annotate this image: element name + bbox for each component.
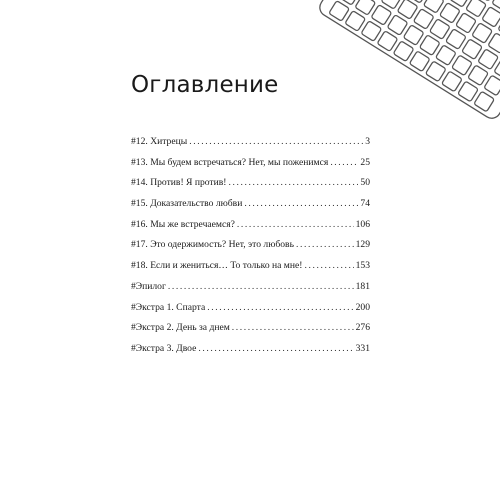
toc-entry-label: #13. Мы будем встречаться? Нет, мы поженимся	[131, 156, 329, 168]
dot-leader	[228, 177, 358, 188]
toc-entry	[131, 219, 370, 240]
dot-leader	[207, 302, 353, 313]
keyboard-key-icon	[397, 0, 418, 19]
toc-entry-page: 181	[355, 280, 370, 292]
toc-entry	[131, 136, 370, 157]
toc-entry	[131, 281, 370, 302]
keyboard-key-icon	[429, 19, 450, 40]
keyboard-key-icon	[423, 0, 444, 13]
toc-entry	[131, 239, 370, 260]
toc-entry-page: 25	[360, 156, 370, 168]
toc-entry-page: 106	[355, 218, 370, 230]
toc-entry-label: #Экстра 1. Спарта	[131, 301, 206, 313]
toc-entry	[131, 198, 370, 219]
keyboard-key-icon	[371, 5, 392, 26]
keyboard-key-icon	[409, 51, 430, 72]
keyboard-key-icon	[494, 59, 500, 80]
toc-entry-page: 331	[355, 342, 370, 354]
toc-entry-label: #14. Против! Я против!	[131, 177, 227, 189]
keyboard-key-icon	[393, 41, 414, 62]
toc-entry-label: #16. Мы же встречаемся?	[131, 218, 235, 230]
keyboard-key-icon	[456, 13, 477, 34]
keyboard-key-icon	[403, 25, 424, 46]
toc-entry	[131, 260, 370, 281]
toc-entry-page: 3	[365, 136, 370, 147]
toc-entry-page: 153	[355, 260, 370, 272]
dot-leader	[244, 198, 358, 209]
keyboard-key-icon	[468, 65, 489, 86]
keyboard-key-icon	[339, 0, 360, 5]
toc-entry-label: #Экстра 2. День за днем	[131, 322, 230, 334]
keyboard-key-icon	[440, 3, 461, 24]
dot-leader	[198, 343, 353, 354]
dot-leader	[330, 157, 358, 168]
keyboard-key-icon	[436, 45, 457, 66]
keyboard-key-icon	[387, 15, 408, 36]
page-title: Оглавление	[131, 72, 279, 98]
toc-entry-page: 129	[355, 239, 370, 251]
keyboard-key-icon	[446, 29, 467, 50]
keyboard-key-icon	[425, 61, 446, 82]
toc-entry-page: 276	[355, 322, 370, 334]
keyboard-key-icon	[492, 0, 500, 11]
keyboard-key-icon	[361, 21, 382, 42]
keyboard-key-icon	[442, 71, 463, 92]
keyboard-key-icon	[381, 0, 402, 9]
dot-leader	[304, 260, 353, 271]
toc-entry	[131, 177, 370, 198]
toc-entry-label: #15. Доказательство любви	[131, 198, 243, 210]
toc-entry-label: #12. Хитрецы	[131, 136, 188, 147]
dot-leader	[168, 281, 354, 292]
toc-entry-page: 74	[360, 198, 370, 210]
keyboard-key-icon	[345, 11, 366, 32]
toc-entry	[131, 157, 370, 178]
keyboard-key-icon	[458, 81, 479, 102]
keyboard-key-icon	[484, 75, 500, 96]
keyboard-key-icon	[413, 9, 434, 30]
toc-entry-label: #18. Если и жениться… То только на мне!	[131, 260, 303, 272]
toc-entry-label: #Эпилог	[131, 280, 166, 292]
keyboard-key-icon	[329, 1, 350, 22]
keyboard-key-icon	[450, 0, 471, 7]
keyboard-key-icon	[355, 0, 376, 15]
keyboard-key-icon	[476, 0, 497, 1]
keyboard-key-icon	[452, 55, 473, 76]
dot-leader	[232, 322, 354, 333]
keyboard-key-icon	[482, 7, 500, 28]
dot-leader	[296, 239, 354, 250]
keyboard-key-icon	[407, 0, 428, 3]
toc-entry-label: #Экстра 3. Двое	[131, 342, 197, 354]
keyboard-key-icon	[419, 35, 440, 56]
toc-entry	[131, 343, 370, 364]
keyboard-key-icon	[462, 39, 483, 60]
toc-entry	[131, 322, 370, 343]
keyboard-key-icon	[478, 49, 499, 70]
toc-entry-label: #17. Это одержимость? Нет, это любовь	[131, 239, 294, 251]
toc-entry	[131, 302, 370, 323]
keyboard-key-icon	[474, 91, 495, 112]
dot-leader	[189, 136, 363, 147]
toc-entry-page: 200	[355, 301, 370, 313]
keyboard-key-icon	[488, 33, 500, 54]
keyboard-key-icon	[472, 23, 493, 44]
keyboard-key-icon	[466, 0, 487, 17]
dot-leader	[237, 219, 354, 230]
keyboard-key-icon	[377, 31, 398, 52]
toc-entry-page: 50	[360, 177, 370, 189]
table-of-contents	[131, 136, 370, 364]
